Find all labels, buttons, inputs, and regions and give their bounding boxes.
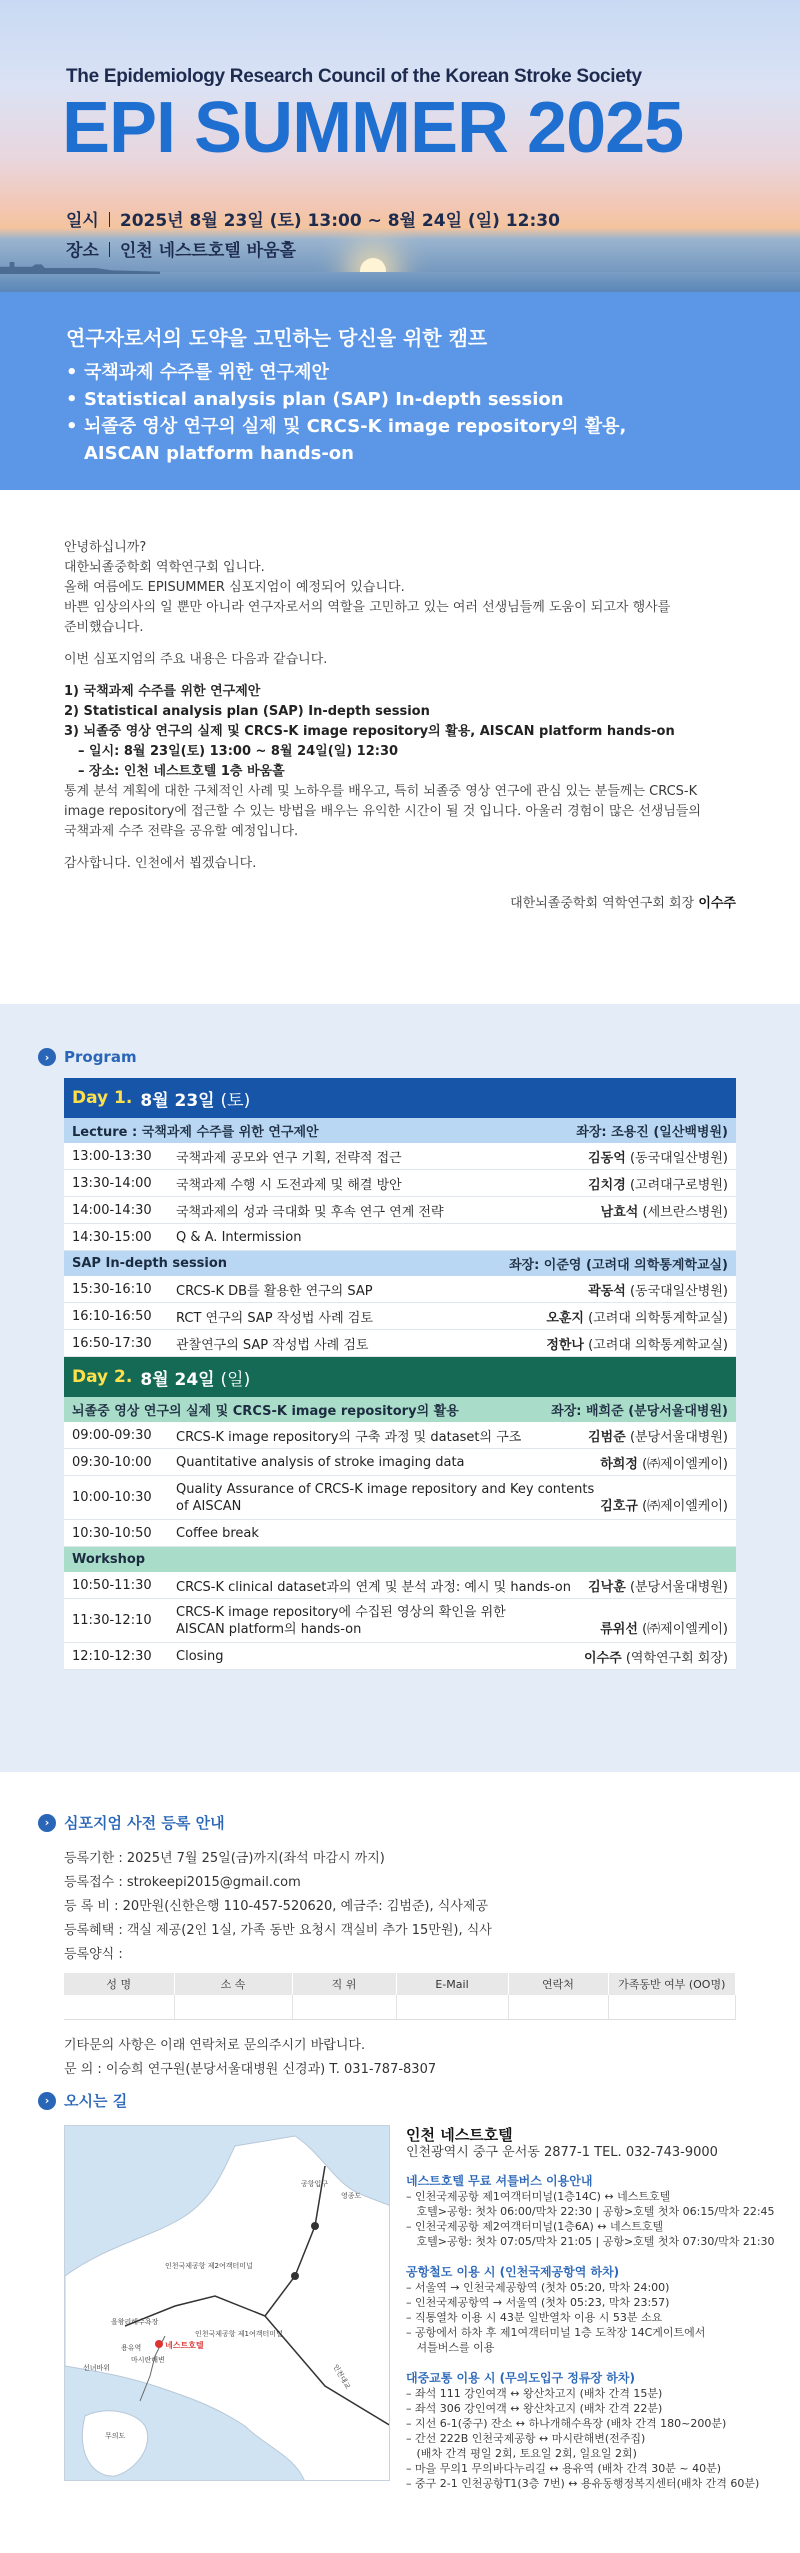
row-title: Closing — [176, 1648, 224, 1664]
row-title: CRCS-K clinical dataset과의 연계 및 분석 과정: 예시 및 hands-on — [176, 1579, 571, 1595]
program-heading: › Program — [38, 1048, 800, 1066]
row-time: 16:10-16:50 — [72, 1308, 152, 1324]
form-cell[interactable] — [292, 1995, 396, 2019]
shuttle-heading: 네스트호텔 무료 셔틀버스 이용안내 — [406, 2174, 593, 2188]
hero-banner — [0, 0, 800, 292]
registration-contact: 기타문의 사항은 이래 연락처로 문의주시기 바랍니다. 문 의 : 이승희 연구원(분당서울대병원 신경과) T. 031-787-8307 — [64, 2037, 437, 2077]
event-place — [66, 236, 296, 261]
row-time: 15:30-16:10 — [72, 1281, 152, 1297]
letter-topic: 1) 국책과제 수주를 위한 연구제안 — [64, 684, 261, 699]
hotel-info — [406, 2125, 775, 2491]
invitation-letter — [0, 490, 800, 1004]
row-time: 14:00-14:30 — [72, 1202, 152, 1218]
rail-line: – 인천국제공항역 → 서울역 (첫차 05:23, 막차 23:57) — [406, 2296, 670, 2309]
row-title: Coffee break — [176, 1525, 259, 1541]
session-header: Lecture : 국책과제 수주를 위한 연구제안 좌장: 조용진 (일산백병원) — [64, 1118, 736, 1143]
event-date — [66, 206, 560, 231]
row-time: 10:30-10:50 — [72, 1525, 152, 1541]
signature-name: 이수주 — [698, 896, 736, 911]
letter-topic: 3) 뇌졸중 영상 연구의 실제 및 CRCS-K image repository의 활용, AISCAN platform hands-on — [64, 724, 675, 739]
col-phone: 연락처 — [508, 1973, 608, 1995]
letter-line: 이번 심포지엄의 주요 내용은 다음과 같습니다. — [64, 652, 328, 667]
camp-topic: • 국책과제 수주를 위한 연구제안 — [66, 359, 800, 386]
letter-line: 바쁜 임상의사의 일 뿐만 아니라 연구자로서의 역할을 고민하고 있는 여러 선생님들께 도움이 되고자 행사를 — [64, 600, 671, 615]
organization-name: The Epidemiology Research Council of the Korean Stroke Society — [66, 66, 642, 87]
row-speaker: 하희정 (㈜제이엘케이) — [600, 1456, 728, 1472]
rail-heading: 공항철도 이용 시 (인천국제공항역 하차) — [406, 2265, 620, 2279]
program-row — [64, 1197, 736, 1224]
registration-section — [0, 1772, 800, 2077]
day2-header: Day 2. 8월 24일 (일) — [64, 1357, 736, 1397]
registration-form-label: 등록양식 : — [64, 1947, 123, 1962]
chevron-right-icon: › — [38, 1048, 56, 1066]
directions-heading: › 오시는 길 — [38, 2090, 800, 2111]
program-row — [64, 1170, 736, 1197]
row-time: 09:00-09:30 — [72, 1427, 152, 1443]
registration-deadline: 등록기한 : 2025년 7월 25일(금)까지(좌석 마감시 까지) — [64, 1851, 385, 1866]
day1-header: Day 1. 8월 23일 (토) — [64, 1078, 736, 1118]
svg-text:무의도: 무의도 — [105, 2432, 126, 2440]
program-row — [64, 1572, 736, 1599]
row-speaker: 김호규 (㈜제이엘케이) — [600, 1499, 728, 1514]
camp-topic: • 뇌졸중 영상 연구의 실제 및 CRCS-K image repository의 활용, — [66, 413, 800, 440]
svg-text:을왕리해수욕장: 을왕리해수욕장 — [111, 2318, 159, 2326]
row-speaker: 남효석 (세브란스병원) — [600, 1204, 728, 1220]
registration-details — [64, 1847, 800, 1967]
row-title: CRCS-K DB를 활용한 연구의 SAP — [176, 1283, 373, 1299]
row-speaker: 김동억 (동국대일산병원) — [588, 1150, 728, 1166]
row-title: CRCS-K image repository의 구축 과정 및 dataset의 구조 — [176, 1429, 522, 1445]
letter-topic-date: – 일시: 8월 23일(토) 13:00 ~ 8월 24일(일) 12:30 — [78, 744, 399, 759]
letter-line: 국책과제 수주 전략을 공유할 예정입니다. — [64, 824, 299, 839]
svg-text:공항입구: 공항입구 — [301, 2180, 329, 2188]
row-title: Q & A. Intermission — [176, 1229, 302, 1245]
form-cell[interactable] — [508, 1995, 608, 2019]
svg-text:영종도: 영종도 — [341, 2192, 362, 2200]
col-position: 직 위 — [292, 1973, 396, 1995]
form-cell[interactable] — [64, 1995, 174, 2019]
shuttle-line: – 인천국제공항 제2여객터미널(1층6A) ↔ 네스트호텔 — [406, 2220, 664, 2233]
registration-form-table — [64, 1973, 736, 2020]
svg-text:네스트호텔: 네스트호텔 — [165, 2341, 204, 2350]
program-row — [64, 1520, 736, 1547]
program-row — [64, 1276, 736, 1303]
hotel-name: 인천 네스트호텔 — [406, 2126, 513, 2144]
row-title: 국책과제 수행 시 도전과제 및 해결 방안 — [176, 1177, 402, 1193]
form-cell[interactable] — [608, 1995, 736, 2019]
row-time: 11:30-12:10 — [72, 1613, 152, 1628]
svg-text:용유역: 용유역 — [121, 2344, 142, 2352]
bus-line: – 지선 6-1(중구) 잔소 ↔ 하나개해수욕장 (배차 간격 180~200분) — [406, 2417, 727, 2430]
row-speaker: 김낙훈 (분당서울대병원) — [588, 1579, 728, 1595]
location-map[interactable] — [64, 2125, 390, 2481]
program-row — [64, 1449, 736, 1476]
chevron-right-icon: › — [38, 1814, 56, 1832]
rail-line: – 서울역 → 인천국제공항역 (첫차 05:20, 막차 24:00) — [406, 2281, 670, 2294]
map-drawing — [65, 2126, 390, 2481]
directions-section — [0, 2068, 800, 2553]
letter-signature: 대한뇌졸중학회 역학연구회 회장 이수주 — [510, 896, 736, 911]
letter-line: 안녕하십니까? — [64, 540, 147, 555]
row-speaker: 이수주 (역학연구회 회장) — [583, 1650, 728, 1666]
col-name: 성 명 — [64, 1973, 174, 1995]
svg-text:인천국제공항 제1여객터미널: 인천국제공항 제1여객터미널 — [195, 2330, 283, 2338]
bus-line: (배차 간격 평일 2회, 토요일 2회, 일요일 2회) — [406, 2447, 637, 2460]
program-row — [64, 1330, 736, 1357]
letter-line: 감사합니다. 인천에서 뵙겠습니다. — [64, 856, 257, 871]
bus-line: – 간선 222B 인천국제공항 ↔ 마시란해변(전주집) — [406, 2432, 646, 2445]
program-row — [64, 1643, 736, 1670]
row-title: Quantitative analysis of stroke imaging data — [176, 1454, 465, 1470]
program-row — [64, 1476, 736, 1520]
row-time: 10:00-10:30 — [72, 1490, 152, 1505]
bus-heading: 대중교통 이용 시 (무의도입구 정류장 하차) — [406, 2371, 635, 2385]
registration-heading: › 심포지엄 사전 등록 안내 — [38, 1812, 800, 1833]
camp-lead: 연구자로서의 도약을 고민하는 당신을 위한 캠프 — [66, 326, 488, 350]
row-title: 국책과제 공모와 연구 기획, 전략적 접근 — [176, 1150, 402, 1166]
row-time: 13:30-14:00 — [72, 1175, 152, 1191]
bus-line: – 중구 2-1 인천공항T1(3층 7번) ↔ 용유동행정복지센터(배차 간격 60분) — [406, 2477, 760, 2490]
letter-line: image repository에 접근할 수 있는 방법을 배우는 유익한 시간이 될 것 입니다. 아울러 경험이 많은 선생님들의 — [64, 804, 701, 819]
bus-line: – 좌석 111 강인여객 ↔ 왕산차고지 (배차 간격 15분) — [406, 2387, 663, 2400]
row-speaker: 김범준 (분당서울대병원) — [588, 1429, 728, 1445]
letter-line: 준비했습니다. — [64, 620, 144, 635]
svg-text:인천국제공항 제2여객터미널: 인천국제공항 제2여객터미널 — [165, 2262, 253, 2270]
row-time: 12:10-12:30 — [72, 1648, 152, 1664]
sea-horizon — [0, 272, 800, 292]
city-silhouette — [0, 262, 160, 274]
date-value: 2025년 8월 23일 (토) 13:00 ~ 8월 24일 (일) 12:30 — [119, 211, 560, 231]
row-speaker: 김치경 (고려대구로병원) — [588, 1177, 728, 1193]
row-title: RCT 연구의 SAP 작성법 사례 검토 — [176, 1310, 373, 1326]
place-value: 인천 네스트호텔 바움홀 — [119, 241, 296, 261]
camp-topic: • Statistical analysis plan (SAP) In-depth session — [66, 386, 800, 413]
svg-text:선녀바위: 선녀바위 — [83, 2364, 111, 2372]
session-header: Workshop — [64, 1547, 736, 1572]
row-time: 09:30-10:00 — [72, 1454, 152, 1470]
row-time: 14:30-15:00 — [72, 1229, 152, 1245]
shuttle-line: 호텔>공항: 첫차 06:00/막차 22:30 | 공항>호텔 첫차 06:15/막차 22:45 — [406, 2205, 775, 2218]
camp-topic-continued: AISCAN platform hands-on — [84, 443, 354, 464]
program-row — [64, 1422, 736, 1449]
row-title: CRCS-K image repository에 수집된 영상의 확인을 위한 AISCAN platform의 hands-on — [176, 1604, 506, 1637]
program-section — [0, 1004, 800, 1772]
session-header: 뇌졸중 영상 연구의 실제 및 CRCS-K image repository의 활용 좌장: 배희준 (분당서울대병원) — [64, 1397, 736, 1422]
shuttle-line: – 인천국제공항 제1여객터미널(1층14C) ↔ 네스트호텔 — [406, 2190, 671, 2203]
letter-topic: 2) Statistical analysis plan (SAP) In-depth session — [64, 704, 430, 719]
registration-email: 등록접수 : strokeepi2015@gmail.com — [64, 1875, 301, 1890]
row-speaker: 정한나 (고려대 의학통계학교실) — [546, 1337, 728, 1353]
col-family: 가족동반 여부 (OO명) — [608, 1973, 736, 1995]
row-time: 10:50-11:30 — [72, 1577, 152, 1593]
letter-line: 대한뇌졸중학회 역학연구회 입니다. — [64, 560, 265, 575]
rail-line: 셔틀버스를 이용 — [406, 2341, 495, 2354]
row-time: 16:50-17:30 — [72, 1335, 152, 1351]
program-table — [64, 1078, 736, 1670]
row-title: 관찰연구의 SAP 작성법 사례 검토 — [176, 1337, 369, 1353]
bus-line: – 좌석 306 강인여객 ↔ 왕산차고지 (배차 간격 22분) — [406, 2402, 663, 2415]
place-label: 장소 — [66, 241, 99, 261]
letter-line: 올해 여름에도 EPISUMMER 심포지엄이 예정되어 있습니다. — [64, 580, 405, 595]
bus-line: – 마을 무의1 무의바다누리길 ↔ 용유역 (배차 간격 30분 ~ 40분) — [406, 2462, 721, 2475]
program-row — [64, 1303, 736, 1330]
letter-topic-place: – 장소: 인천 네스트호텔 1층 바움홀 — [78, 764, 285, 779]
rail-line: – 공항에서 하차 후 제1여객터미널 1층 도착장 14C게이트에서 — [406, 2326, 706, 2339]
session-header: SAP In-depth session 좌장: 이준영 (고려대 의학통계학교실) — [64, 1251, 736, 1276]
svg-text:인천대교: 인천대교 — [331, 2363, 352, 2391]
form-cell[interactable] — [174, 1995, 292, 2019]
letter-line: 통계 분석 계획에 대한 구체적인 사례 및 노하우를 배우고, 특히 뇌졸중 영상 연구에 관심 있는 분들께는 CRCS-K — [64, 784, 698, 799]
row-speaker: 곽동석 (동국대일산병원) — [588, 1283, 728, 1299]
program-row — [64, 1143, 736, 1170]
rail-line: – 직통열차 이용 시 43분 일반열차 이용 시 53분 소요 — [406, 2311, 663, 2324]
registration-benefit: 등록혜택 : 객실 제공(2인 1실, 가족 동반 요청시 객실비 추가 15만원), 식사 — [64, 1923, 492, 1938]
chevron-right-icon: › — [38, 2092, 56, 2110]
row-time: 13:00-13:30 — [72, 1148, 152, 1164]
shuttle-line: 호텔>공항: 첫차 07:05/막차 21:05 | 공항>호텔 첫차 07:30/막차 21:30 — [406, 2235, 775, 2248]
camp-topic-list — [66, 359, 800, 467]
row-title: 국책과제의 성과 극대화 및 후속 연구 연계 전략 — [176, 1204, 444, 1220]
camp-summary — [0, 292, 800, 490]
col-email: E-Mail — [396, 1973, 508, 1995]
registration-fee: 등 록 비 : 20만원(신한은행 110-457-520620, 예금주: 김범준), 식사제공 — [64, 1899, 489, 1914]
program-row — [64, 1224, 736, 1251]
row-title: Quality Assurance of CRCS-K image repository and Key contents of AISCAN — [176, 1481, 595, 1514]
hotel-marker — [155, 2340, 163, 2348]
row-speaker: 류위선 (㈜제이엘케이) — [600, 1622, 728, 1637]
form-cell[interactable] — [396, 1995, 508, 2019]
date-label: 일시 — [66, 211, 99, 231]
program-row — [64, 1599, 736, 1643]
event-title: EPI SUMMER 2025 — [62, 88, 684, 168]
row-speaker: 오훈지 (고려대 의학통계학교실) — [546, 1310, 728, 1326]
hotel-address: 인천광역시 중구 운서동 2877-1 TEL. 032-743-9000 — [406, 2145, 718, 2160]
col-affiliation: 소 속 — [174, 1973, 292, 1995]
svg-text:마시란해변: 마시란해변 — [131, 2356, 165, 2364]
